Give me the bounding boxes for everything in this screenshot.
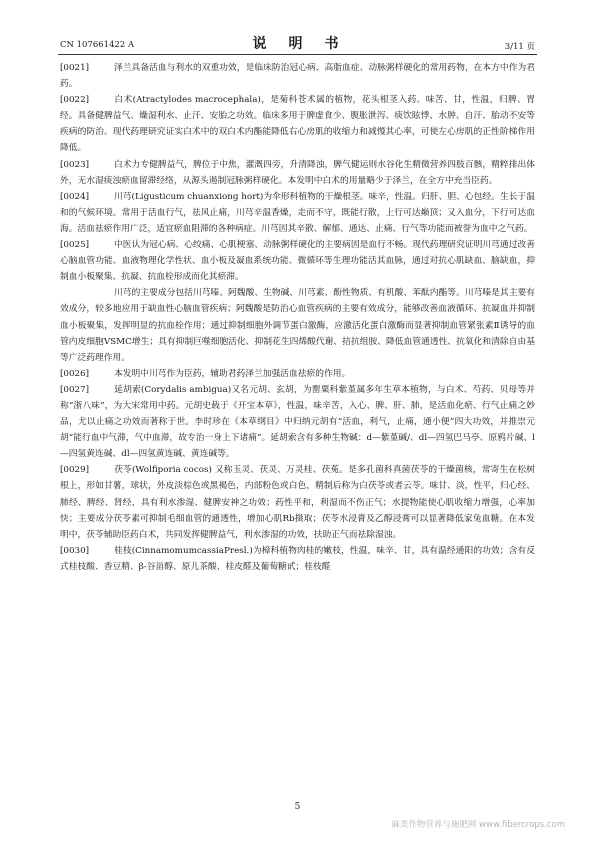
paragraph-text: 川芎(Ligusticum chuanxiong hort)为伞形科植物的干燥根茎。味辛，性温。归肝、胆、心包经。生长于温和的气候环境。常用于活血行气，祛风止痛，川芎辛温香燥，走而不守，既能行散，上行可达巅顶；又入血分，下行可达血海。活血祛瘀作用广泛，适宜瘀血阻滞的各种病症。川芎因其辛散、解郁、通达、止痛、行气等功能而被誉为血中之气药。 xyxy=(60,191,535,234)
header-divider xyxy=(58,54,537,55)
paragraph-number: [0022] xyxy=(60,95,90,106)
paragraph-text: 白术力专健脾益气，脾位于中焦，灌溉四旁，升清降浊，脾气健运则水谷化生精微营养四肢百骸，精粹排出体外，无水湿痰浊瘀血留滞经络，从源头遏制冠脉粥样硬化。本发明中白术的用量略少于泽兰，在全方中充当臣药。 xyxy=(60,159,535,186)
paragraph-number: [0023] xyxy=(60,159,90,170)
page-reference: 3/11 页 xyxy=(504,42,535,52)
paragraph-number: [0021] xyxy=(60,63,90,73)
watermark: 麻类作物营养与施肥网 www.fibercrops.com xyxy=(391,820,565,830)
document-title: 说 明 书 xyxy=(252,36,343,52)
paragraph-text: 桂枝(CinnamomumcassiaPresl.)为樟科植物肉桂的嫩枝，性温，味辛、甘，具有温经通阳的功效；含有反式桂枝酸、香豆精、β-谷甾醇、原儿茶酸、桂皮醛及葡萄糖甙；桂枝醛 xyxy=(60,545,535,572)
paragraph-text: 中医认为冠心病、心绞痛、心肌梗塞、动脉粥样硬化的主要病因是血行不畅。现代药理研究证明川芎通过改善心脑血管功能、血液物理化学性状、血小板及凝血系统功能、微循环等生理功能活其血脉，通过对抗心肌缺血、脑缺血，抑制血小板聚集、抗凝、抗血栓形成而化其瘀滞。 xyxy=(60,240,535,283)
paragraph-number: [0027] xyxy=(60,384,90,395)
paragraph-continuation xyxy=(60,285,535,365)
document-body xyxy=(60,60,535,575)
paragraph-number: [0025] xyxy=(60,240,90,251)
paragraph-text: 川芎的主要成分包括川芎嗪、阿魏酸、生物碱、川芎素、酚性物质、有机酸、苯酞内酯等。川芎嗪是其主要有效成分，较多地应用于缺血性心脑血管疾病；阿魏酸是防治心血管疾病的主要有效成分，能够改善血液循环、抗凝血并抑制血小板聚集，发挥明显的抗血栓作用；通过抑制细胞外调节蛋白激酶，应激活化蛋白激酶而显著抑制血管紧张素Ⅱ诱导的血管内皮细胞VSMC增生；具有抑制巨噬细胞活化、抑制花生四烯酸代谢、拮抗组胺、降低血管通透性、抗氧化和清除自由基等广泛药理作用。 xyxy=(60,288,535,363)
paragraph-text: 本发明中川芎作为臣药，辅助君药泽兰加强活血祛瘀的作用。 xyxy=(114,368,351,379)
paragraph-0024 xyxy=(60,189,535,237)
publication-number: CN 107661422 A xyxy=(60,40,135,50)
page-number: 5 xyxy=(294,802,301,812)
paragraph-number: [0026] xyxy=(60,368,90,379)
paragraph-0025 xyxy=(60,237,535,285)
paragraph-text: 茯苓(Wolfiporia cocos) 又称玉灵、茯灵、万灵桂、茯菟。是多孔菌科真菌茯苓的干燥菌核，常寄生在松树根上，形如甘薯，球状，外皮淡棕色或黑褐色，内部粉色或白色，精制后称为白茯苓或者云苓。味甘、淡，性平，归心经、肺经、脾经、肾经，具有利水渗湿、健脾安神之功效；药性平和，利湿而不伤正气；水提物能使心肌收缩力增强，心率加快；主要成分茯苓素可抑制毛细血管的通透性，增加心肌Rb摄取；茯苓水浸膏及乙醇浸膏可以显著降低家兔血糖。在本发明中，茯苓辅助臣药白术，共同发挥健脾益气，利水渗湿的功效，扶助正气而祛除湿浊。 xyxy=(60,465,535,540)
page-header xyxy=(0,0,595,58)
paragraph-number: [0024] xyxy=(60,191,90,202)
paragraph-text: 延胡索(Corydalis ambigua)又名元胡、玄胡，为罂粟科紫堇属多年生草本植物，与白术、芍药、贝母等并称“浙八味”，为大宋常用中药。元胡史载于《开宝本草》，性温，味辛苦，入心、脾、肝、肺，是活血化瘀、行气止痛之妙品，尤以止痛之功效而著称于世。李时珍在《本草纲目》中归纳元胡有“活血，利气，止痛，通小便”四大功效，并推崇元胡“能行血中气滞，气中血滞，故专治一身上下诸痛”。延胡索含有多种生物碱：d—紫堇碱/、dl—四氢巴马亭、原鸦片碱、l—四氢黄连碱、dl—四氢黄连碱、黄连碱等。 xyxy=(60,384,535,460)
paragraph-0022 xyxy=(60,92,535,156)
paragraph-number: [0030] xyxy=(60,545,90,556)
paragraph-text: 白术(Atractylodes macrocephala)，是菊科苍术属的植物，花头根茎入药。味苦、甘，性温，归脾、胃经。具备健脾益气、燥湿利水、止汗、安胎之功效。临床多用于脾虚食少、腹胀泄泻、痰饮眩悸、水肿、自汗、胎动不安等疾病的防治。现代药理研究证实白术中的双白术内酯能降低右心房肌的收缩力和减慢其心率，可使左心房肌的正性阶梯作用降低。 xyxy=(60,95,535,154)
paragraph-number: [0029] xyxy=(60,465,90,476)
paragraph-0030 xyxy=(60,543,535,575)
paragraph-0027 xyxy=(60,382,535,462)
paragraph-0026 xyxy=(60,366,535,382)
paragraph-0023 xyxy=(60,157,535,189)
paragraph-text: 泽兰具备活血与利水的双重功效，是临床防治冠心病、高脂血症、动脉粥样硬化的常用药物，在本方中作为君药。 xyxy=(60,63,535,90)
paragraph-0021 xyxy=(60,60,535,92)
paragraph-0029 xyxy=(60,462,535,542)
